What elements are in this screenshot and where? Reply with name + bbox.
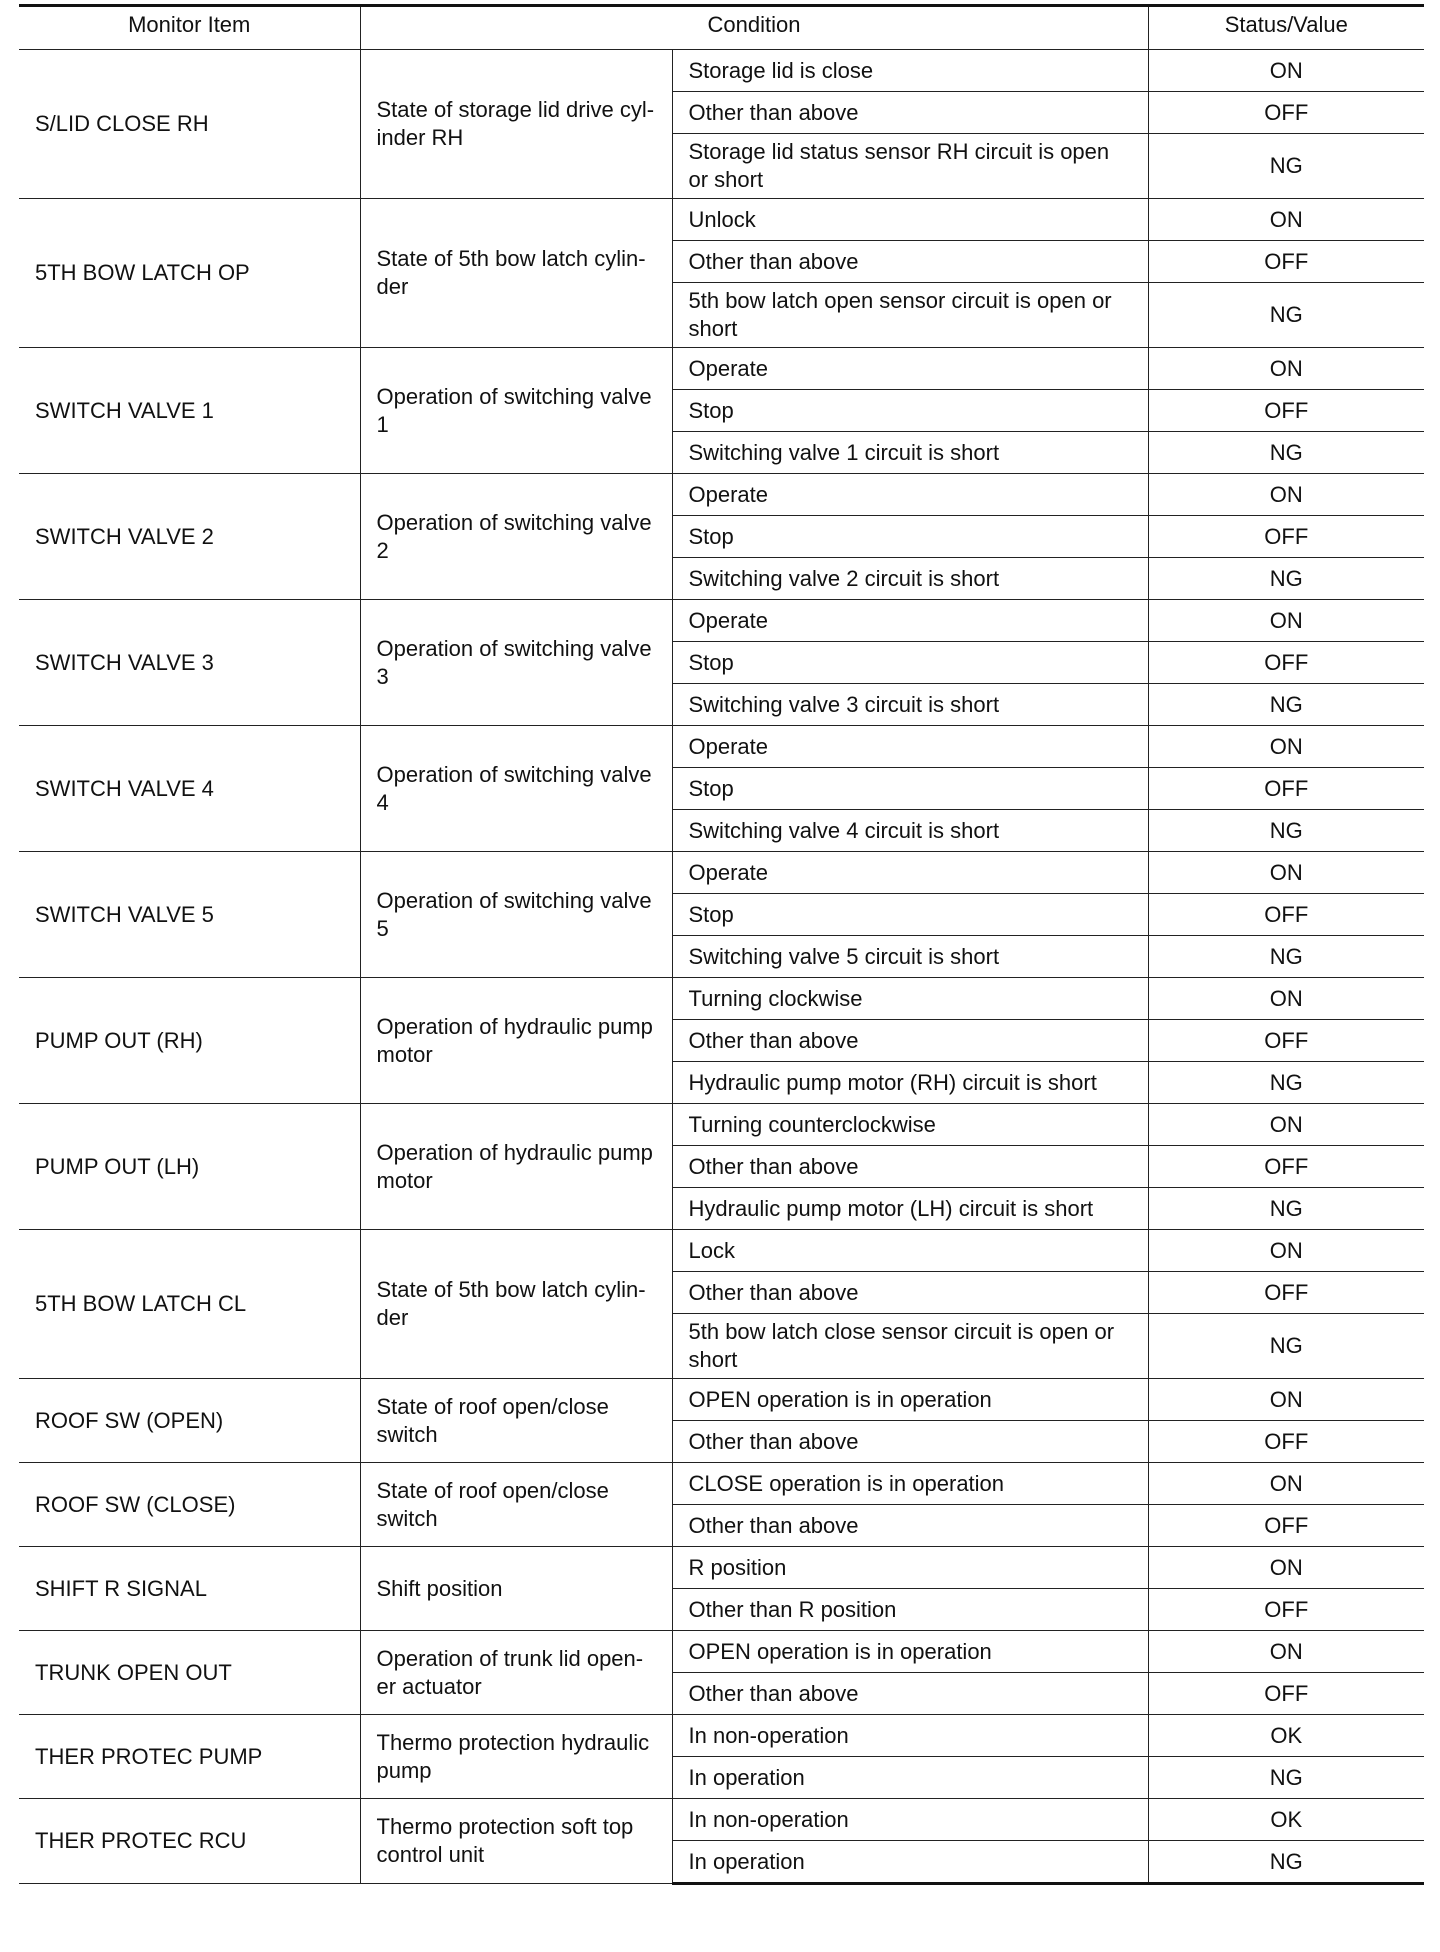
status-value-cell: OFF	[1148, 768, 1424, 810]
condition-description-cell: State of roof open/close switch	[360, 1463, 672, 1547]
condition-detail-cell: Storage lid status sensor RH circuit is open or short	[672, 134, 1148, 199]
status-value-cell: OFF	[1148, 1020, 1424, 1062]
table-row	[19, 1715, 1424, 1757]
status-value-cell: NG	[1148, 684, 1424, 726]
monitor-item-cell: TRUNK OPEN OUT	[19, 1631, 360, 1715]
status-value-cell: OFF	[1148, 516, 1424, 558]
condition-detail-cell: Unlock	[672, 199, 1148, 241]
condition-detail-cell: Stop	[672, 390, 1148, 432]
condition-detail-cell: Other than above	[672, 1673, 1148, 1715]
status-value-cell: ON	[1148, 474, 1424, 516]
status-value-cell: OK	[1148, 1715, 1424, 1757]
condition-description-cell: Operation of hydraulic pump motor	[360, 978, 672, 1104]
table-row	[19, 199, 1424, 241]
header-status-value: Status/Value	[1148, 6, 1424, 50]
condition-description-cell: Operation of switching valve 2	[360, 474, 672, 600]
monitor-item-cell: THER PROTEC PUMP	[19, 1715, 360, 1799]
table-body	[19, 50, 1424, 1884]
condition-description-cell: Operation of switching valve 5	[360, 852, 672, 978]
monitor-item-cell: ROOF SW (CLOSE)	[19, 1463, 360, 1547]
table-row	[19, 1104, 1424, 1146]
monitor-item-cell: SHIFT R SIGNAL	[19, 1547, 360, 1631]
condition-description-cell: Operation of hydraulic pump motor	[360, 1104, 672, 1230]
status-value-cell: OFF	[1148, 1673, 1424, 1715]
status-value-cell: ON	[1148, 600, 1424, 642]
condition-detail-cell: In operation	[672, 1841, 1148, 1884]
monitor-item-cell: SWITCH VALVE 3	[19, 600, 360, 726]
status-value-cell: NG	[1148, 1841, 1424, 1884]
condition-detail-cell: Switching valve 2 circuit is short	[672, 558, 1148, 600]
condition-description-cell: State of storage lid drive cyl-inder RH	[360, 50, 672, 199]
condition-detail-cell: Other than above	[672, 241, 1148, 283]
condition-description-cell: Operation of trunk lid open-er actuator	[360, 1631, 672, 1715]
condition-detail-cell: Other than above	[672, 1505, 1148, 1547]
condition-detail-cell: Operate	[672, 852, 1148, 894]
status-value-cell: OFF	[1148, 642, 1424, 684]
status-value-cell: ON	[1148, 978, 1424, 1020]
status-value-cell: ON	[1148, 1463, 1424, 1505]
status-value-cell: NG	[1148, 936, 1424, 978]
table-header-row	[19, 6, 1424, 50]
status-value-cell: ON	[1148, 1631, 1424, 1673]
condition-detail-cell: Hydraulic pump motor (RH) circuit is short	[672, 1062, 1148, 1104]
condition-description-cell: Operation of switching valve 4	[360, 726, 672, 852]
monitor-item-cell: SWITCH VALVE 4	[19, 726, 360, 852]
condition-detail-cell: Other than above	[672, 1020, 1148, 1062]
status-value-cell: OFF	[1148, 894, 1424, 936]
condition-detail-cell: In non-operation	[672, 1715, 1148, 1757]
table-row	[19, 852, 1424, 894]
table-row	[19, 1547, 1424, 1589]
condition-detail-cell: Operate	[672, 600, 1148, 642]
condition-description-cell: Thermo protection soft top control unit	[360, 1799, 672, 1884]
status-value-cell: ON	[1148, 1104, 1424, 1146]
condition-detail-cell: Lock	[672, 1230, 1148, 1272]
condition-detail-cell: Turning counterclockwise	[672, 1104, 1148, 1146]
condition-detail-cell: Operate	[672, 474, 1148, 516]
status-value-cell: OFF	[1148, 1146, 1424, 1188]
status-value-cell: ON	[1148, 348, 1424, 390]
monitor-item-cell: ROOF SW (OPEN)	[19, 1379, 360, 1463]
condition-detail-cell: Switching valve 4 circuit is short	[672, 810, 1148, 852]
condition-detail-cell: Stop	[672, 768, 1148, 810]
status-value-cell: NG	[1148, 1314, 1424, 1379]
monitor-item-table	[19, 4, 1424, 1885]
condition-description-cell: Operation of switching valve 3	[360, 600, 672, 726]
condition-detail-cell: Stop	[672, 642, 1148, 684]
status-value-cell: NG	[1148, 134, 1424, 199]
condition-detail-cell: Switching valve 5 circuit is short	[672, 936, 1148, 978]
condition-detail-cell: R position	[672, 1547, 1148, 1589]
status-value-cell: OFF	[1148, 1272, 1424, 1314]
condition-detail-cell: Other than R position	[672, 1589, 1148, 1631]
status-value-cell: OFF	[1148, 92, 1424, 134]
condition-detail-cell: CLOSE operation is in operation	[672, 1463, 1148, 1505]
status-value-cell: ON	[1148, 726, 1424, 768]
monitor-item-cell: THER PROTEC RCU	[19, 1799, 360, 1884]
monitor-item-cell: 5TH BOW LATCH OP	[19, 199, 360, 348]
table-row	[19, 1631, 1424, 1673]
condition-description-cell: State of 5th bow latch cylin-der	[360, 199, 672, 348]
status-value-cell: OFF	[1148, 241, 1424, 283]
monitor-item-cell: 5TH BOW LATCH CL	[19, 1230, 360, 1379]
monitor-item-cell: SWITCH VALVE 2	[19, 474, 360, 600]
header-condition: Condition	[360, 6, 1148, 50]
status-value-cell: OFF	[1148, 1421, 1424, 1463]
status-value-cell: ON	[1148, 1230, 1424, 1272]
condition-detail-cell: Turning clockwise	[672, 978, 1148, 1020]
status-value-cell: OK	[1148, 1799, 1424, 1841]
condition-detail-cell: Hydraulic pump motor (LH) circuit is short	[672, 1188, 1148, 1230]
table-row	[19, 978, 1424, 1020]
condition-detail-cell: Other than above	[672, 1421, 1148, 1463]
monitor-item-cell: PUMP OUT (LH)	[19, 1104, 360, 1230]
status-value-cell: NG	[1148, 810, 1424, 852]
condition-detail-cell: Switching valve 1 circuit is short	[672, 432, 1148, 474]
condition-detail-cell: 5th bow latch close sensor circuit is open or short	[672, 1314, 1148, 1379]
condition-detail-cell: 5th bow latch open sensor circuit is open or short	[672, 283, 1148, 348]
condition-detail-cell: Other than above	[672, 1146, 1148, 1188]
table-row	[19, 1379, 1424, 1421]
condition-detail-cell: In non-operation	[672, 1799, 1148, 1841]
monitor-item-cell: PUMP OUT (RH)	[19, 978, 360, 1104]
table-row	[19, 1230, 1424, 1272]
status-value-cell: NG	[1148, 1188, 1424, 1230]
condition-detail-cell: OPEN operation is in operation	[672, 1631, 1148, 1673]
table-row	[19, 50, 1424, 92]
condition-description-cell: Operation of switching valve 1	[360, 348, 672, 474]
table-row	[19, 726, 1424, 768]
monitor-item-cell: S/LID CLOSE RH	[19, 50, 360, 199]
status-value-cell: NG	[1148, 1062, 1424, 1104]
condition-description-cell: Thermo protection hydraulic pump	[360, 1715, 672, 1799]
condition-detail-cell: Operate	[672, 348, 1148, 390]
condition-detail-cell: OPEN operation is in operation	[672, 1379, 1148, 1421]
table-row	[19, 1463, 1424, 1505]
table-row	[19, 474, 1424, 516]
status-value-cell: OFF	[1148, 1505, 1424, 1547]
table-row	[19, 600, 1424, 642]
condition-detail-cell: Other than above	[672, 1272, 1148, 1314]
monitor-item-cell: SWITCH VALVE 5	[19, 852, 360, 978]
status-value-cell: ON	[1148, 1547, 1424, 1589]
condition-detail-cell: Operate	[672, 726, 1148, 768]
condition-description-cell: Shift position	[360, 1547, 672, 1631]
monitor-item-cell: SWITCH VALVE 1	[19, 348, 360, 474]
condition-detail-cell: Other than above	[672, 92, 1148, 134]
condition-detail-cell: Stop	[672, 516, 1148, 558]
status-value-cell: NG	[1148, 1757, 1424, 1799]
status-value-cell: NG	[1148, 283, 1424, 348]
status-value-cell: NG	[1148, 432, 1424, 474]
status-value-cell: OFF	[1148, 1589, 1424, 1631]
condition-detail-cell: Stop	[672, 894, 1148, 936]
status-value-cell: NG	[1148, 558, 1424, 600]
condition-detail-cell: Storage lid is close	[672, 50, 1148, 92]
table-row	[19, 348, 1424, 390]
table-row	[19, 1799, 1424, 1841]
status-value-cell: OFF	[1148, 390, 1424, 432]
header-monitor-item: Monitor Item	[19, 6, 360, 50]
condition-detail-cell: Switching valve 3 circuit is short	[672, 684, 1148, 726]
status-value-cell: ON	[1148, 50, 1424, 92]
condition-detail-cell: In operation	[672, 1757, 1148, 1799]
condition-description-cell: State of 5th bow latch cylin-der	[360, 1230, 672, 1379]
document-page	[19, 4, 1424, 1885]
condition-description-cell: State of roof open/close switch	[360, 1379, 672, 1463]
status-value-cell: ON	[1148, 852, 1424, 894]
status-value-cell: ON	[1148, 199, 1424, 241]
status-value-cell: ON	[1148, 1379, 1424, 1421]
